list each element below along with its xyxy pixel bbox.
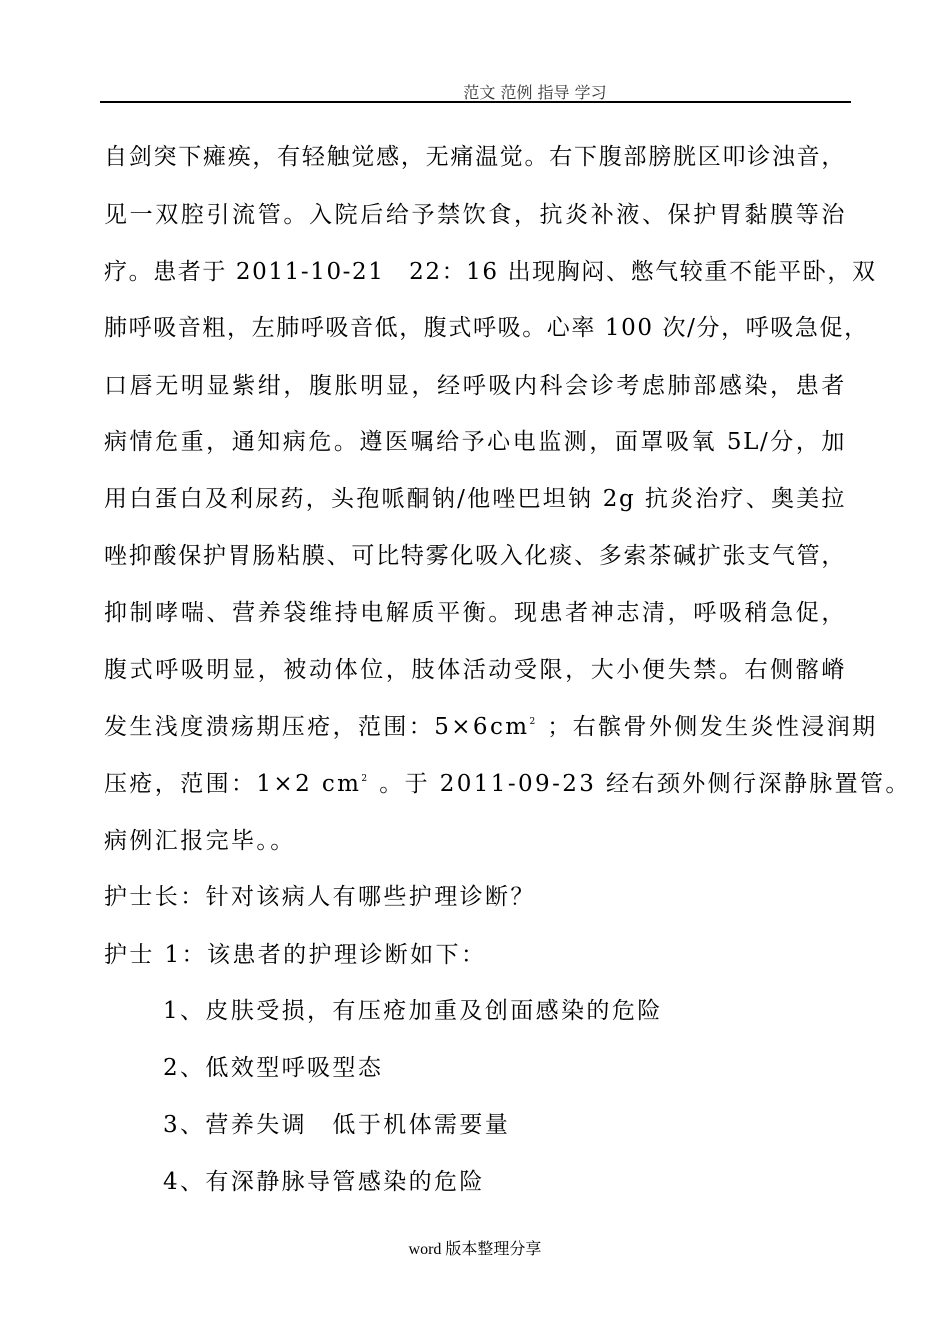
area-text-end: ；右髌骨外侧发生炎性浸润期 bbox=[537, 714, 878, 740]
diagnosis-item: 4、有深静脉导管感染的危险 bbox=[163, 1169, 485, 1195]
paragraph-line: 唑抑酸保护胃肠粘膜、可比特雾化吸入化痰、多索茶碱扩张支气管， bbox=[104, 543, 846, 569]
paragraph-line: 用白蛋白及利尿药，头孢哌酮钠/他唑巴坦钠 2g 抗炎治疗、奥美拉 bbox=[104, 486, 846, 512]
paragraph-line: 疗。患者于 2011-10-21 22：16 出现胸闷、憋气较重不能平卧，双 bbox=[104, 259, 877, 285]
diagnosis-item: 1、皮肤受损，有压疮加重及创面感染的危险 bbox=[163, 998, 663, 1024]
paragraph-end-line: 病例汇报完毕。。 bbox=[104, 828, 296, 854]
page-footer: word 版本整理分享 bbox=[408, 1241, 542, 1258]
head-nurse-question: 护士长：针对该病人有哪些护理诊断？ bbox=[104, 884, 536, 910]
nurse-answer-intro: 护士 1：该患者的护理诊断如下： bbox=[104, 942, 487, 968]
paragraph-line: 口唇无明显紫绀，腹胀明显，经呼吸内科会诊考虑肺部感染，患者 bbox=[104, 373, 846, 399]
area-text-end: 。于 2011-09-23 经右颈外侧行深静脉置管。 bbox=[369, 771, 911, 797]
area-text-start: 发生浅度溃疡期压疮，范围：5×6cm bbox=[104, 714, 530, 740]
paragraph-line: 见一双腔引流管。入院后给予禁饮食，抗炎补液、保护胃黏膜等治 bbox=[104, 202, 846, 228]
paragraph-line: 腹式呼吸明显，被动体位，肢体活动受限，大小便失禁。右侧髂嵴 bbox=[104, 657, 846, 683]
area-text-start: 压疮，范围：1×2 cm bbox=[104, 771, 362, 797]
paragraph-line: 病情危重，通知病危。遵医嘱给予心电监测，面罩吸氧 5L/分，加 bbox=[104, 429, 846, 455]
paragraph-line: 自剑突下瘫痪，有轻触觉感，无痛温觉。右下腹部膀胱区叩诊浊音， bbox=[104, 144, 846, 170]
superscript-two: 2 bbox=[361, 774, 370, 784]
paragraph-line: 肺呼吸音粗，左肺呼吸音低，腹式呼吸。心率 100 次/分，呼吸急促， bbox=[104, 315, 869, 341]
superscript-two: 2 bbox=[529, 717, 538, 727]
page-header: 范文 范例 指导 学习 bbox=[463, 83, 607, 102]
paragraph-line-area-2 bbox=[104, 769, 911, 799]
paragraph-line-area-1 bbox=[104, 712, 878, 742]
diagnosis-item: 3、营养失调 低于机体需要量 bbox=[163, 1112, 511, 1138]
paragraph-line: 抑制哮喘、营养袋维持电解质平衡。现患者神志清，呼吸稍急促， bbox=[104, 600, 846, 626]
header-divider bbox=[100, 101, 851, 103]
diagnosis-item: 2、低效型呼吸型态 bbox=[163, 1055, 384, 1081]
